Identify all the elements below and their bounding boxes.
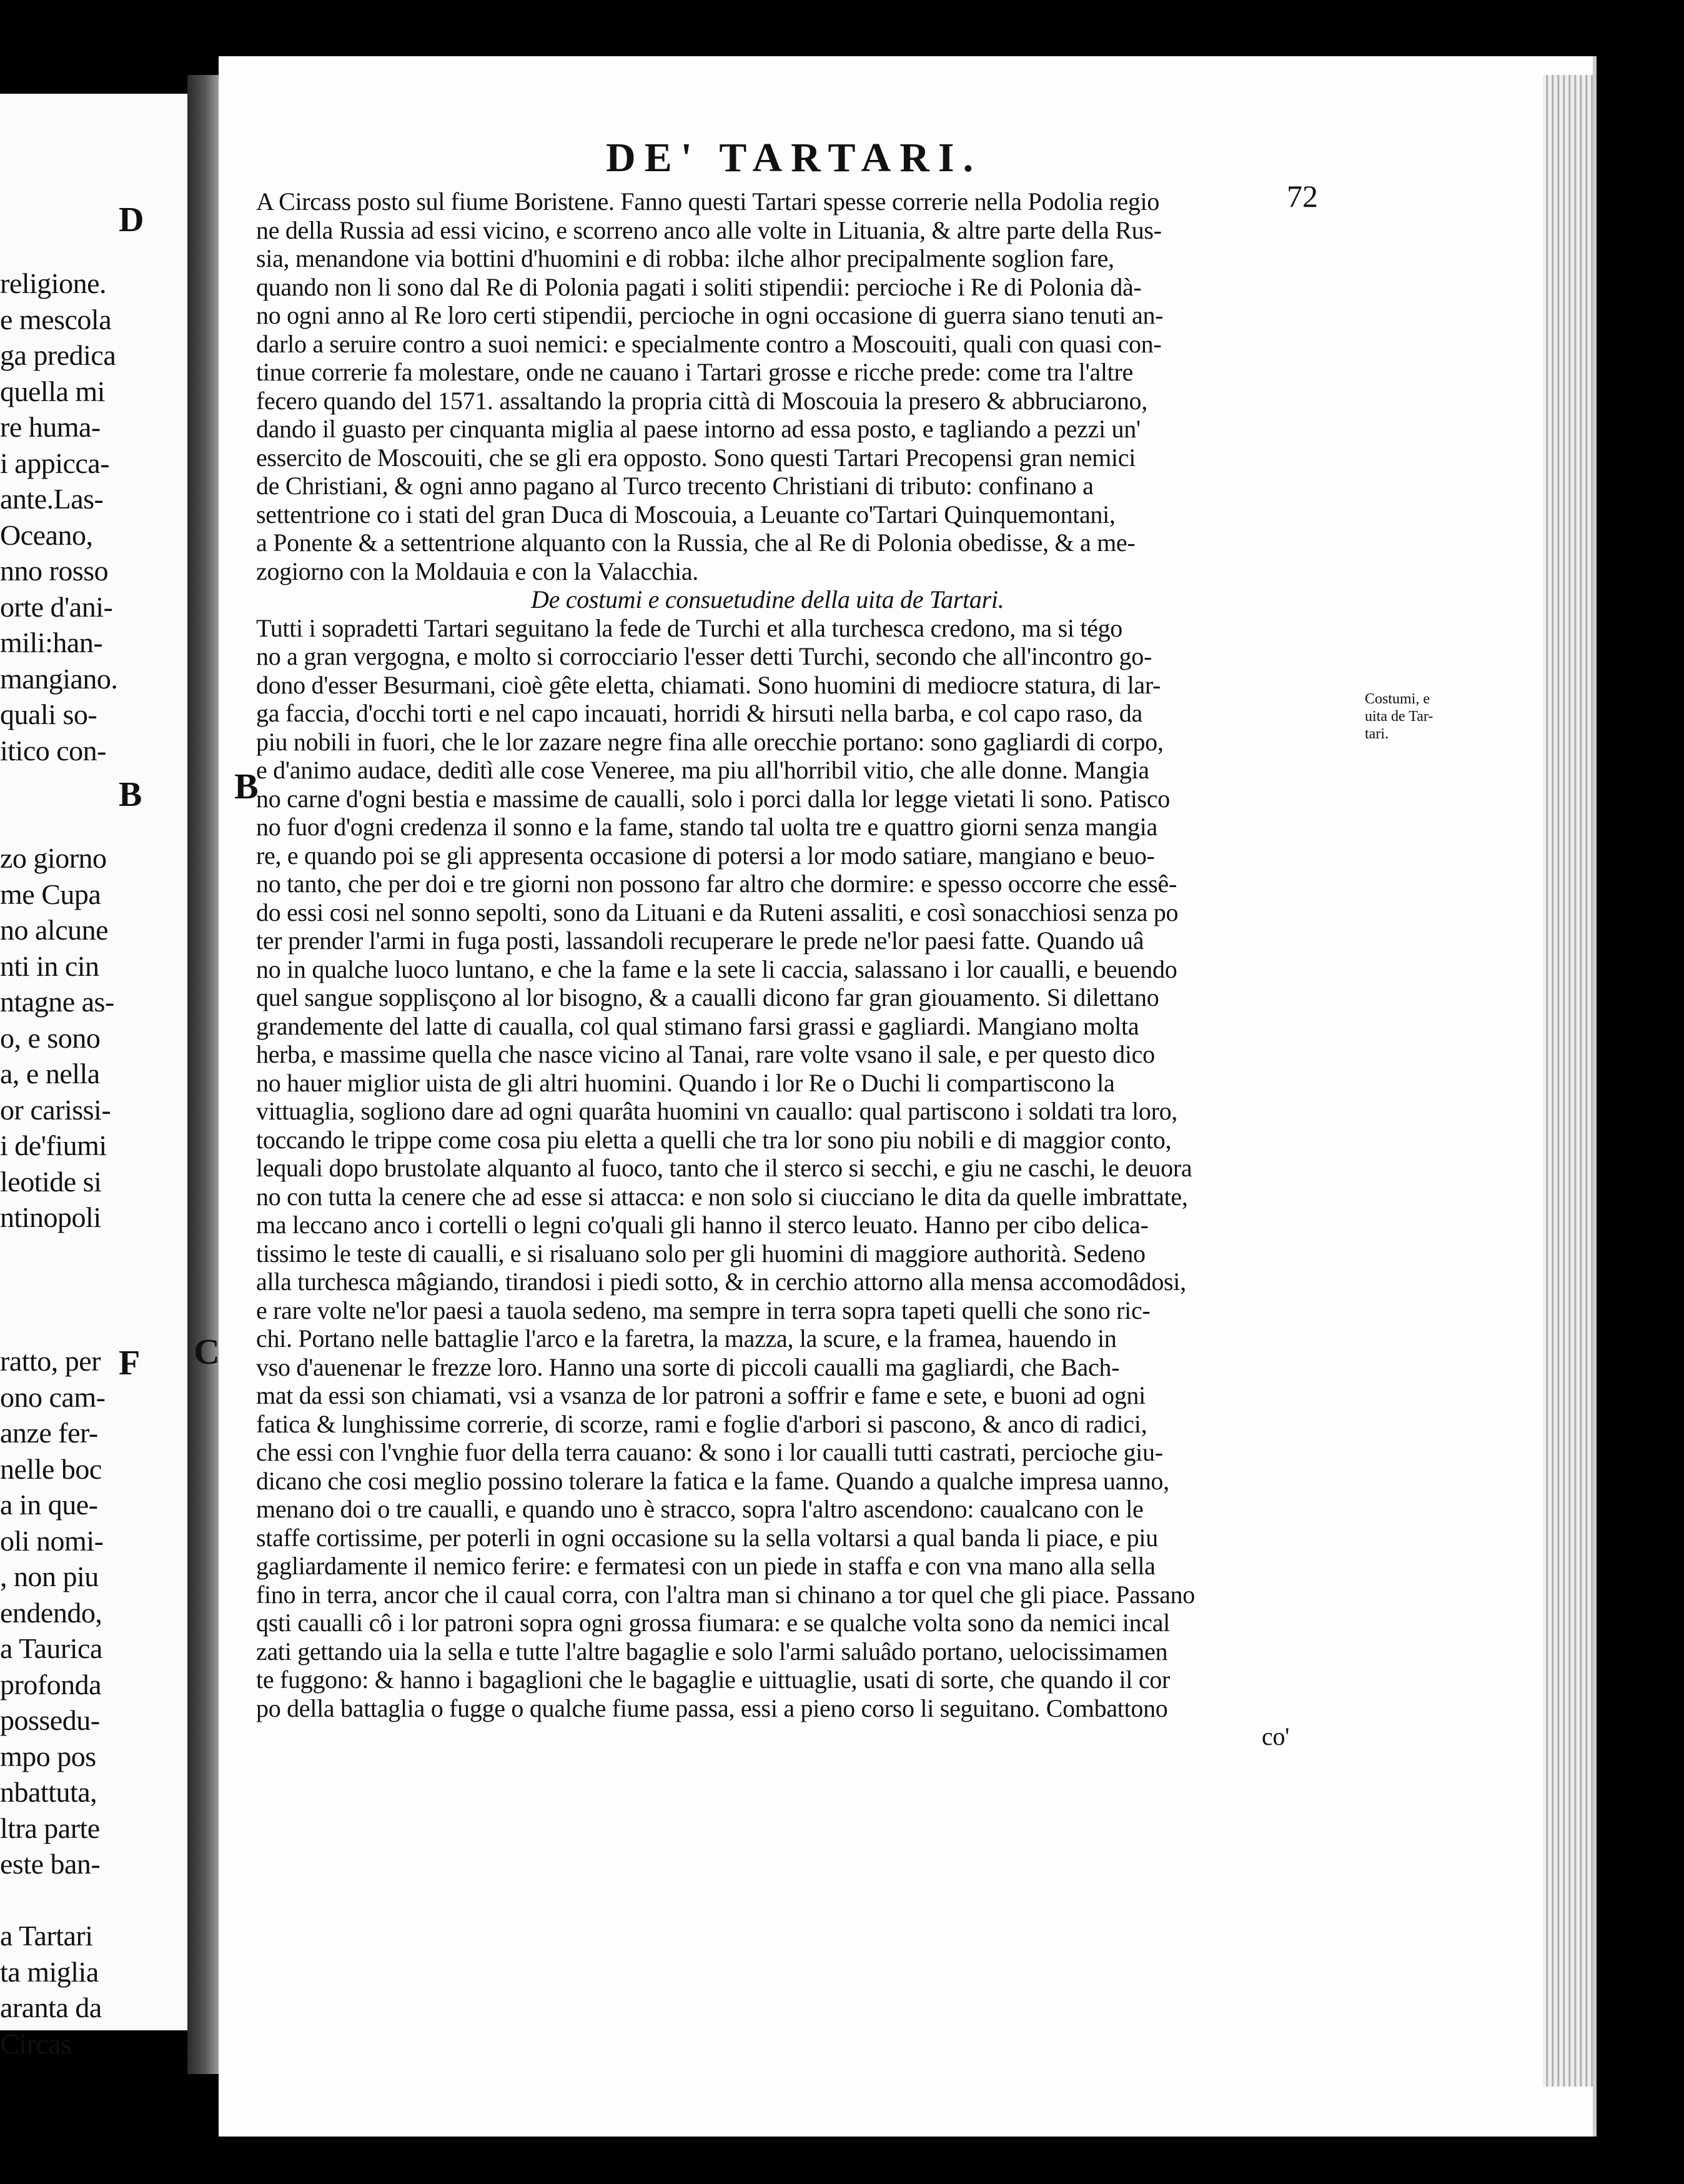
left-page-line: e mescola [0, 303, 112, 335]
text-line: quel sangue sopplisçono al lor bisogno, & a caualli dicono far gran giouamento. Si dilettano [256, 983, 1159, 1011]
text-line: zogiorno con la Moldauia e con la Valacchia. [256, 557, 699, 585]
left-page-line: nelle boc [0, 1452, 102, 1485]
marginal-note [1365, 690, 1440, 743]
text-line: piu nobili in fuori, che le lor zazare negre fina alle orecchie portano: sono gagliardi di corpo, [256, 727, 1164, 756]
left-page-line: ratto, per [0, 1345, 101, 1377]
left-page-line: mpo pos [0, 1740, 96, 1772]
text-line: tissimo le teste di caualli, e si risaluano solo per gli huomini di maggiore authorità. Sedeno [256, 1239, 1146, 1268]
text-line: co' [1262, 1722, 1290, 1750]
left-page-line: , non piu [0, 1561, 99, 1592]
left-page-line: anze fer- [0, 1417, 98, 1449]
marginal-note-line: Costumi, e [1365, 691, 1430, 707]
left-page-line: a Taurica [0, 1632, 102, 1664]
text-line: alla turchesca mâgiando, tirandosi i piedi sotto, & in cerchio attorno alla mensa accomodâdosi, [256, 1268, 1186, 1296]
left-page-line: ono cam- [0, 1381, 106, 1413]
left-page-line: a in que- [0, 1489, 98, 1521]
text-line: tinue correrie fa molestare, onde ne cauano i Tartari grosse e ricche prede: come tra l'altre [256, 358, 1133, 386]
left-page-line: Circas [0, 2027, 72, 2060]
text-line: quando non li sono dal Re di Polonia pagati i soliti stipendii: percioche i Re di Polonia dà- [256, 272, 1142, 301]
text-line: e rare volte ne'lor paesi a tauola sedeno, ma sempre in terra sopra tapeti quelli che sono ric- [256, 1296, 1151, 1324]
running-head: DE' TARTARI. [606, 135, 983, 181]
text-line: dicano che cosi meglio possino tolerare la fatica e la fame. Quando a qualche impresa uanno, [256, 1466, 1169, 1495]
text-line: te fuggono: & hanno i bagaglioni che le bagaglie e uittuaglie, usati di sorte, che quando il cor [256, 1665, 1170, 1694]
text-line: sia, menandone via bottini d'huomini e di robba: ilche alhor precipalmente soglion fare, [256, 244, 1114, 272]
text-line: Tutti i sopradetti Tartari seguitano la fede de Turchi et alla turchesca credono, ma si tégo [256, 613, 1123, 642]
text-line: no ogni anno al Re loro certi stipendii, percioche in ogni occasione di guerra siano tenuti an- [256, 301, 1164, 329]
text-line: toccando le trippe come cosa piu eletta a quelli che tra lor sono piu nobili e di maggior conto, [256, 1125, 1172, 1154]
left-page-line: i appicca- [0, 447, 110, 479]
text-line: ga faccia, d'occhi torti e nel capo incauati, horridi & hirsuti nella barba, e col capo raso, da [256, 699, 1142, 727]
text-line: dono d'esser Besurmani, cioè gête eletta, chiamati. Sono huomini di mediocre statura, di lar- [256, 670, 1161, 699]
text-line: e d'animo audace, deditì alle cose Veneree, ma piu all'horribil vitio, che alle donne. Mangia [256, 756, 1149, 784]
left-page-line: ntagne as- [0, 986, 114, 1018]
section-heading: De costumi e consuetudine della uita de Tartari. [531, 585, 1004, 613]
left-page-marginal-letter: B [119, 775, 142, 814]
text-line: po della battaglia o fugge o qualche fiume passa, essi a pieno corso li seguitano. Combattono [256, 1694, 1168, 1722]
page-number: 72 [1287, 179, 1318, 214]
left-page-line: ltra parte [0, 1812, 100, 1844]
text-line: ter prender l'armi in fuga posti, lassandoli recuperare le prede ne'lor paesi fatte. Quando uâ [256, 926, 1144, 955]
left-page-line: mili:han- [0, 627, 103, 658]
text-line: darlo a seruire contro a suoi nemici: e specialmente contro a Moscouiti, quali con quasi con- [256, 329, 1162, 358]
left-page-line: no alcune [0, 914, 109, 946]
text-line: che essi con l'vnghie fuor della terra cauano: & sono i lor caualli tutti castrati, percioche giu- [256, 1438, 1163, 1466]
text-line: vittuaglia, sogliono dare ad ogni quarâta huomini vn cauallo: qual partiscono i soldati tra loro, [256, 1097, 1177, 1125]
text-line: no hauer miglior uista de gli altri huomini. Quando i lor Re o Duchi li compartiscono la [256, 1068, 1115, 1097]
page-edges [1543, 75, 1593, 2087]
text-line: no tanto, che per doi e tre giorni non possono far altro che dormire: e spesso occorre che essê- [256, 870, 1177, 898]
left-page-line: a, e nella [0, 1058, 100, 1090]
left-page-line: me Cupa [0, 878, 101, 910]
left-page-line: nti in cin [0, 950, 99, 982]
text-line: a Ponente & a settentrione alquanto con la Russia, che al Re di Polonia obedisse, & a me- [256, 529, 1136, 557]
text-line: staffe cortissime, per poterli in ogni occasione su la sella voltarsi a qual banda li piace, e piu [256, 1523, 1158, 1552]
previous-page-fragment [0, 94, 200, 2060]
text-line: grandemente del latte di caualla, col qual stimano farsi grassi e gagliardi. Mangiano molta [256, 1011, 1139, 1040]
text-line: re, e quando poi se gli appresenta occasione di potersi a lor modo satiare, mangiano e beuo- [256, 841, 1155, 870]
text-line: mat da essi son chiamati, vsi a vsanza de lor patroni a soffrir e fame e sete, e buoni ad ogni [256, 1381, 1146, 1409]
left-page-line: or carissi- [0, 1093, 111, 1126]
text-line: do essi cosi nel sonno sepolti, sono da Lituani e da Ruteni assaliti, e così sonacchiosi senza po [256, 898, 1179, 926]
text-line: dando il guasto per cinquanta miglia al paese intorno ad essa posto, e tagliando a pezzi un' [256, 415, 1141, 443]
text-line: lequali dopo brustolate alquanto al fuoco, tanto che il sterco si secchi, e giu ne caschi, le deuora [256, 1154, 1192, 1182]
text-line: menano doi o tre caualli, e quando uno è stracco, sopra l'altro ascendono: caualcano con le [256, 1495, 1144, 1523]
left-page-line: oli nomi- [0, 1524, 104, 1557]
text-line: fatica & lunghissime correrie, di scorze, rami e foglie d'arbori si pascono, & anco di radici, [256, 1409, 1147, 1438]
left-page-line: re huma- [0, 411, 101, 443]
left-page-line: mangiano. [0, 662, 118, 695]
left-page-line: possedu- [0, 1704, 100, 1736]
text-line: vso d'auenenar le frezze loro. Hanno una sorte di piccoli caualli ma gagliardi, che Bach- [256, 1353, 1120, 1381]
text-line: no carne d'ogni bestia e massime de caualli, solo i porci dalla lor legge vietati li sono. Patisco [256, 784, 1170, 813]
left-page-line: leotide si [0, 1165, 102, 1198]
text-line: ne della Russia ad essi vicino, e scorreno anco alle volte in Lituania, & altre parte della Rus- [256, 216, 1162, 244]
left-page-line: aranta da [0, 1992, 102, 2023]
section-marker-b: B [234, 766, 259, 807]
text-line: zati gettando uia la sella e tutte l'altre bagaglie e solo l'armi saluâdo portano, uelocissimamen [256, 1637, 1168, 1665]
text-line: de Christiani, & ogni anno pagano al Turco trecento Christiani di tributo: confinano a [256, 472, 1094, 500]
text-line: ma leccano anco i cortelli o legni co'quali gli hanno il sterco leuato. Hanno per cibo delica- [256, 1211, 1149, 1239]
left-page-line: ante.Las- [0, 483, 104, 515]
text-line: fino in terra, ancor che il caual corra, con l'altra man si chinano a tor quel che gli piace. Passano [256, 1580, 1195, 1609]
left-page-line: nno rosso [0, 555, 109, 587]
left-page-line: o, e sono [0, 1021, 101, 1054]
text-line: chi. Portano nelle battaglie l'arco e la faretra, la mazza, la scure, e la framea, hauendo in [256, 1324, 1117, 1353]
text-line: fecero quando del 1571. assaltando la propria città di Moscouia la presero & abbruciarono, [256, 386, 1147, 415]
left-page-line: quali so- [0, 698, 97, 730]
left-page-line: religione. [0, 267, 106, 299]
text-line: no con tutta la cenere che ad esse si attacca: e non solo si ciucciano le dita da quelle imbrattate, [256, 1182, 1188, 1211]
left-page-line: ga predica [0, 339, 116, 371]
marginal-note-line: tari. [1365, 726, 1389, 742]
left-page-line: nbattuta, [0, 1776, 97, 1808]
text-line: gagliardamente il nemico ferire: e fermatesi con un piede in staffa e con vna mano alla sella [256, 1552, 1156, 1580]
left-page-line: itico con- [0, 734, 106, 767]
left-page-marginal-letter: F [119, 1344, 141, 1382]
left-page-line: profonda [0, 1668, 102, 1700]
left-page-line: endendo, [0, 1596, 102, 1629]
text-line: settentrione co i stati del gran Duca di Moscouia, a Leuante co'Tartari Quinquemontani, [256, 500, 1116, 529]
left-page-line: a Tartari [0, 1920, 93, 1952]
left-page-line: i de'fiumi [0, 1129, 107, 1161]
text-line: no in qualche luoco luntano, e che la fame e la sete li caccia, salassano i lor caualli, e beuendo [256, 955, 1177, 983]
left-page-line: quella mi [0, 375, 105, 407]
left-page-line: ta miglia [0, 1955, 99, 1988]
left-page-line: zo giorno [0, 842, 107, 874]
left-page-line: Oceano, [0, 519, 93, 551]
section-marker-c: C [194, 1331, 220, 1372]
left-page-line: este ban- [0, 1848, 101, 1880]
left-page-marginal-letter: D [119, 201, 144, 239]
text-line: no fuor d'ogni credenza il sonno e la fame, stando tal uolta tre e quattro giorni senza mangia [256, 813, 1157, 841]
left-page-line: ntinopoli [0, 1201, 101, 1233]
text-line: qsti caualli cô i lor patroni sopra ogni grossa fiumara: e se qualche volta sono da nemici incal [256, 1609, 1170, 1637]
text-line: essercito de Moscouiti, che se gli era opposto. Sono questi Tartari Precopensi gran nemici [256, 443, 1136, 472]
text-line: no a gran vergogna, e molto si corrocciario l'esser detti Turchi, secondo che all'incontro go- [256, 642, 1152, 670]
text-line: A Circass posto sul fiume Boristene. Fanno questi Tartari spesse correrie nella Podolia regio [256, 187, 1160, 216]
main-text-block [256, 187, 1355, 1751]
marginal-note-line: uita de Tar- [1365, 708, 1434, 725]
text-line: herba, e massime quella che nasce vicino al Tanai, rare volte vsano il sale, e per questo dico [256, 1040, 1155, 1068]
left-page-line: orte d'ani- [0, 590, 113, 623]
